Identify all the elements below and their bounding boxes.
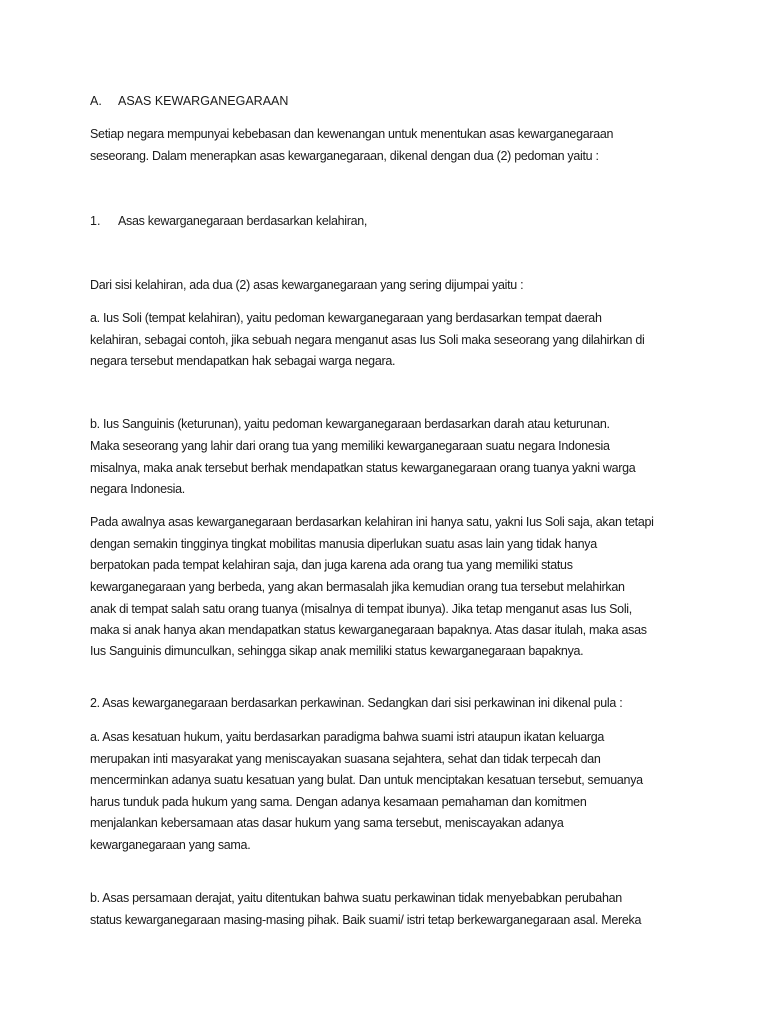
- paragraph-item1b-line: negara Indonesia.: [90, 482, 185, 496]
- paragraph-dari-line: Dari sisi kelahiran, ada dua (2) asas kewarganegaraan yang sering dijumpai yaitu :: [90, 278, 524, 292]
- paragraph-item1b-line: misalnya, maka anak tersebut berhak mendapatkan status kewarganegaraan orang tuanya yakni warga: [90, 461, 636, 475]
- item-1-title: Asas kewarganegaraan berdasarkan kelahiran,: [118, 214, 368, 228]
- paragraph-pada-line: kewarganegaraan yang berbeda, yang akan bermasalah jika kemudian orang tua tersebut melahirkan: [90, 580, 625, 594]
- paragraph-intro-line: Setiap negara mempunyai kebebasan dan kewenangan untuk menentukan asas kewarganegaraan: [90, 127, 614, 141]
- paragraph-item1b-line: b. Ius Sanguinis (keturunan), yaitu pedoman kewarganegaraan berdasarkan darah atau keturunan.: [90, 417, 610, 431]
- paragraph-item2a-line: kewarganegaraan yang sama.: [90, 838, 251, 852]
- paragraph-item2b-line: status kewarganegaraan masing-masing pihak. Baik suami/ istri tetap berkewarganegaraan asal. Mereka: [90, 913, 642, 927]
- paragraph-pada-line: dengan semakin tingginya tingkat mobilitas manusia diperlukan suatu asas lain yang tidak hanya: [90, 537, 597, 551]
- paragraph-pada-line: maka si anak hanya akan mendapatkan status kewarganegaraan bapaknya. Atas dasar itulah, maka asas: [90, 623, 647, 637]
- paragraph-item2-line: 2. Asas kewarganegaraan berdasarkan perkawinan. Sedangkan dari sisi perkawinan ini dikenal pula :: [90, 696, 623, 710]
- paragraph-item1a-line: a. Ius Soli (tempat kelahiran), yaitu pedoman kewarganegaraan yang berdasarkan tempat daerah: [90, 311, 602, 325]
- paragraph-intro-line: seseorang. Dalam menerapkan asas kewarganegaraan, dikenal dengan dua (2) pedoman yaitu :: [90, 149, 599, 163]
- paragraph-item1a-line: kelahiran, sebagai contoh, jika sebuah negara menganut asas Ius Soli maka seseorang yang dilahirkan di: [90, 333, 645, 347]
- paragraph-item2b-line: b. Asas persamaan derajat, yaitu ditentukan bahwa suatu perkawinan tidak menyebabkan perubahan: [90, 891, 622, 905]
- paragraph-item2a-line: harus tunduk pada hukum yang sama. Dengan adanya kesamaan pemahaman dan komitmen: [90, 795, 587, 809]
- paragraph-pada-line: Ius Sanguinis dimunculkan, sehingga sikap anak memiliki status kewarganegaraan bapaknya.: [90, 644, 584, 658]
- heading-title: ASAS KEWARGANEGARAAN: [118, 94, 289, 108]
- item-1-marker: 1.: [90, 214, 101, 228]
- paragraph-item1b-line: Maka seseorang yang lahir dari orang tua yang memiliki kewarganegaraan suatu negara Indonesia: [90, 439, 610, 453]
- paragraph-item2a-line: a. Asas kesatuan hukum, yaitu berdasarkan paradigma bahwa suami istri ataupun ikatan keluarga: [90, 730, 605, 744]
- paragraph-item1a-line: negara tersebut mendapatkan hak sebagai warga negara.: [90, 354, 396, 368]
- paragraph-pada-line: berpatokan pada tempat kelahiran saja, dan juga karena ada orang tua yang memiliki status: [90, 558, 573, 572]
- paragraph-pada-line: anak di tempat salah satu orang tuanya (misalnya di tempat ibunya). Jika tetap menganut asas Ius Soli,: [90, 602, 632, 616]
- paragraph-pada-line: Pada awalnya asas kewarganegaraan berdasarkan kelahiran ini hanya satu, yakni Ius Soli saja, akan tetapi: [90, 515, 654, 529]
- paragraph-item2a-line: merupakan inti masyarakat yang meniscayakan suasana sejahtera, sehat dan tidak terpecah dan: [90, 752, 601, 766]
- heading-marker: A.: [90, 94, 102, 108]
- paragraph-item2a-line: menjalankan kebersamaan atas dasar hukum yang sama tersebut, meniscayakan adanya: [90, 816, 564, 830]
- paragraph-item2a-line: mencerminkan adanya suatu kesatuan yang bulat. Dan untuk menciptakan kesatuan tersebut, semuanya: [90, 773, 643, 787]
